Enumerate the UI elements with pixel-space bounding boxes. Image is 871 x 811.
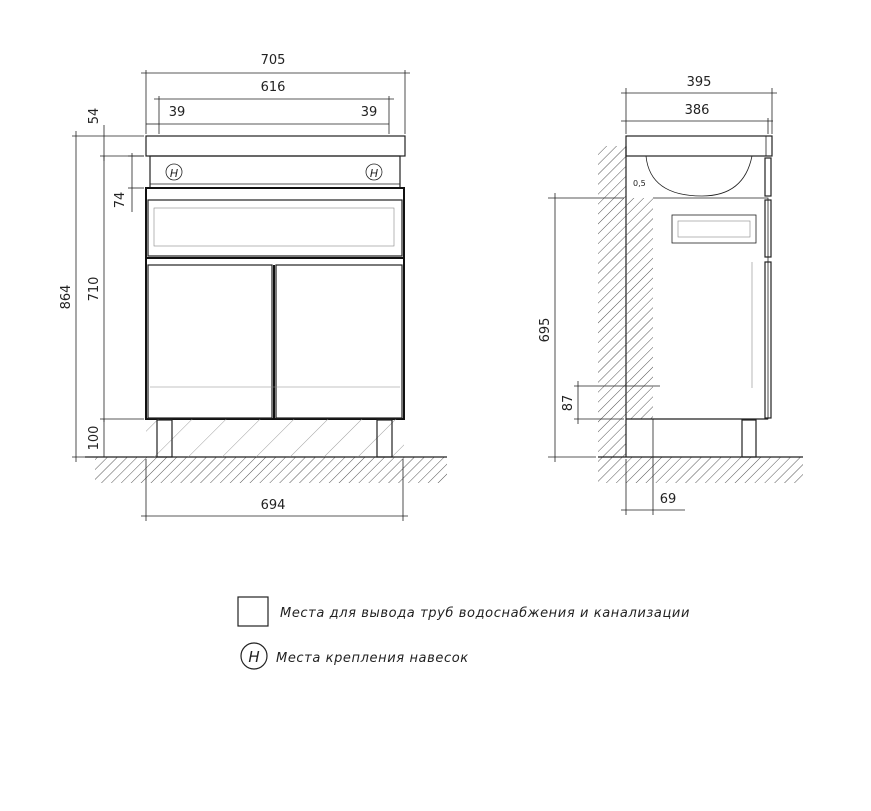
dim-drawer-height	[113, 153, 144, 212]
side-countertop	[626, 136, 772, 156]
front-view	[59, 53, 447, 521]
svg-text:74: 74	[113, 191, 128, 209]
side-floor-hatch	[598, 457, 803, 483]
svg-text:864: 864	[59, 284, 74, 310]
svg-text:H: H	[169, 167, 179, 180]
legend-pipes-text: Места для вывода труб водоснабжения и канализации	[280, 606, 691, 621]
legend	[238, 597, 690, 669]
front-floor-hatch	[95, 457, 447, 483]
svg-text:39: 39	[360, 105, 378, 120]
svg-text:87: 87	[561, 394, 576, 412]
svg-text:54: 54	[87, 107, 102, 125]
side-basin-bowl	[646, 156, 752, 196]
side-view	[538, 75, 803, 515]
side-front-panel-top	[765, 158, 771, 196]
front-sink-panel	[150, 156, 400, 188]
svg-text:69: 69	[659, 492, 677, 507]
svg-text:H: H	[248, 648, 260, 666]
svg-text:695: 695	[538, 317, 553, 343]
dim-offsets	[146, 105, 389, 124]
front-door-right	[276, 265, 402, 418]
svg-text:39: 39	[168, 105, 186, 120]
side-cabinet-body	[653, 198, 768, 419]
svg-text:710: 710	[87, 276, 102, 302]
svg-text:100: 100	[87, 425, 102, 451]
svg-text:705: 705	[260, 53, 286, 68]
dim-basin-width	[154, 80, 394, 134]
dim-leg-height	[87, 419, 104, 457]
side-wall-hatch	[598, 146, 626, 457]
dim-basin-depth	[621, 103, 773, 134]
side-leg	[742, 420, 756, 457]
legend-item-pipes	[238, 597, 690, 626]
front-plinth	[146, 419, 404, 457]
front-countertop	[146, 136, 405, 156]
mount-symbol-left	[166, 164, 182, 180]
legend-hatch-swatch	[238, 597, 268, 626]
legend-mount-text: Места крепления навесок	[276, 651, 469, 666]
svg-text:616: 616	[260, 80, 286, 95]
svg-text:H: H	[369, 167, 379, 180]
svg-text:386: 386	[684, 103, 710, 118]
front-drawer	[148, 200, 402, 256]
front-door-left	[148, 265, 272, 418]
svg-text:694: 694	[260, 498, 286, 513]
svg-text:0,5: 0,5	[633, 179, 646, 188]
legend-item-mount	[241, 643, 469, 669]
svg-text:395: 395	[686, 75, 712, 90]
dim-top-thickness	[87, 108, 144, 161]
mount-symbol-right	[366, 164, 382, 180]
